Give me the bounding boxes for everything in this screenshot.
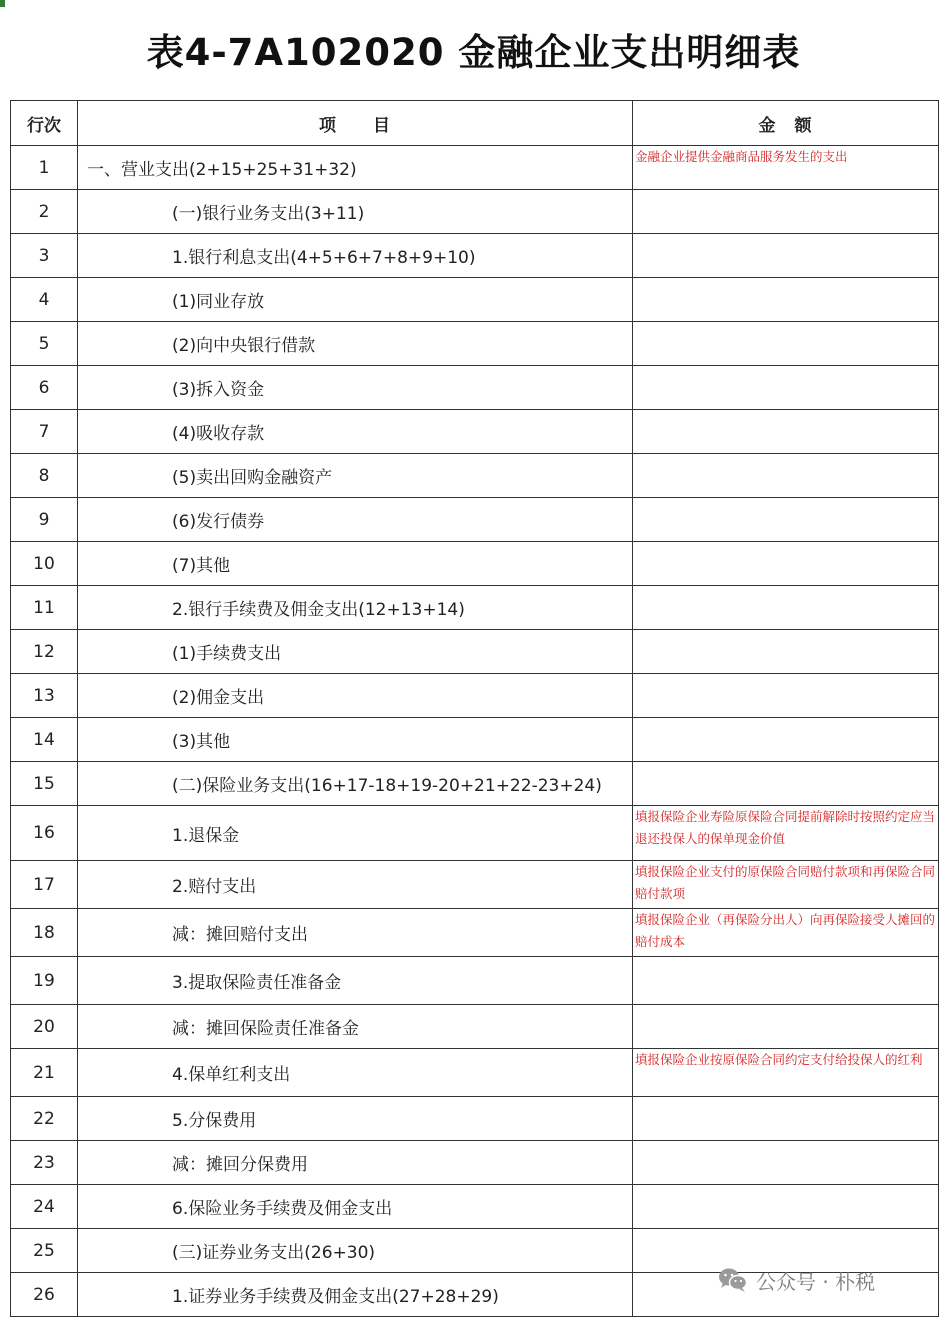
row-item: 1.银行利息支出(4+5+6+7+8+9+10): [78, 234, 633, 278]
row-amount: [633, 762, 939, 806]
row-number: 25: [11, 1229, 78, 1273]
table-row: [11, 1141, 939, 1185]
row-amount: [633, 190, 939, 234]
row-number: 2: [11, 190, 78, 234]
row-number: 14: [11, 718, 78, 762]
row-number: 6: [11, 366, 78, 410]
row-number: 15: [11, 762, 78, 806]
row-item: 5.分保费用: [78, 1097, 633, 1141]
table-row: [11, 454, 939, 498]
table-row: [11, 1005, 939, 1049]
page-title: 表4-7A102020 金融企业支出明细表: [146, 31, 801, 74]
row-amount: 金融企业提供金融商品服务发生的支出: [633, 146, 939, 190]
row-item: (7)其他: [78, 542, 633, 586]
table-row: [11, 674, 939, 718]
row-amount: [633, 542, 939, 586]
row-item: (4)吸收存款: [78, 410, 633, 454]
row-item: (3)拆入资金: [78, 366, 633, 410]
table-row: [11, 1185, 939, 1229]
row-item: 6.保险业务手续费及佣金支出: [78, 1185, 633, 1229]
row-item: 2.银行手续费及佣金支出(12+13+14): [78, 586, 633, 630]
row-number: 9: [11, 498, 78, 542]
corner-mark: [0, 0, 5, 7]
wechat-icon: [718, 1267, 748, 1293]
row-item: 减：摊回分保费用: [78, 1141, 633, 1185]
row-amount: [633, 586, 939, 630]
row-item: (2)佣金支出: [78, 674, 633, 718]
table-row: [11, 861, 939, 909]
row-item: 减：摊回保险责任准备金: [78, 1005, 633, 1049]
table-row: [11, 718, 939, 762]
row-number: 13: [11, 674, 78, 718]
table-row: [11, 322, 939, 366]
row-item: (2)向中央银行借款: [78, 322, 633, 366]
row-amount: [633, 234, 939, 278]
row-amount: [633, 1005, 939, 1049]
row-amount: [633, 322, 939, 366]
table-row: [11, 630, 939, 674]
row-amount: [633, 630, 939, 674]
watermark: [718, 1264, 875, 1296]
row-amount: [633, 957, 939, 1005]
row-number: 12: [11, 630, 78, 674]
table-row: [11, 146, 939, 190]
row-item: 一、营业支出(2+15+25+31+32): [78, 146, 633, 190]
row-number: 18: [11, 909, 78, 957]
row-item: 1.证券业务手续费及佣金支出(27+28+29): [78, 1273, 633, 1317]
table-row: [11, 366, 939, 410]
row-number: 5: [11, 322, 78, 366]
row-amount: [633, 1097, 939, 1141]
table-row: [11, 498, 939, 542]
row-number: 26: [11, 1273, 78, 1317]
row-number: 23: [11, 1141, 78, 1185]
table-row: [11, 762, 939, 806]
row-amount: 填报保险企业寿险原保险合同提前解除时按照约定应当退还投保人的保单现金价值: [633, 806, 939, 861]
table-row: [11, 542, 939, 586]
row-amount: 填报保险企业按原保险合同约定支付给投保人的红利: [633, 1049, 939, 1097]
row-amount: 填报保险企业支付的原保险合同赔付款项和再保险合同赔付款项: [633, 861, 939, 909]
table-row: [11, 234, 939, 278]
table-row: [11, 1097, 939, 1141]
row-amount: [633, 674, 939, 718]
row-amount: [633, 366, 939, 410]
row-amount: [633, 718, 939, 762]
table-row: [11, 190, 939, 234]
row-number: 16: [11, 806, 78, 861]
row-number: 3: [11, 234, 78, 278]
table-header-row: [11, 101, 939, 146]
table-row: [11, 909, 939, 957]
row-number: 10: [11, 542, 78, 586]
row-number: 20: [11, 1005, 78, 1049]
row-number: 4: [11, 278, 78, 322]
row-number: 19: [11, 957, 78, 1005]
header-item: 项 目: [78, 101, 633, 146]
row-item: (6)发行债券: [78, 498, 633, 542]
row-number: 8: [11, 454, 78, 498]
row-number: 17: [11, 861, 78, 909]
table-body: [11, 146, 939, 1317]
row-item: (5)卖出回购金融资产: [78, 454, 633, 498]
table-row: [11, 410, 939, 454]
row-number: 11: [11, 586, 78, 630]
row-number: 7: [11, 410, 78, 454]
row-item: 3.提取保险责任准备金: [78, 957, 633, 1005]
row-item: (三)证券业务支出(26+30): [78, 1229, 633, 1273]
watermark-text: 公众号 · 朴税: [756, 1269, 876, 1294]
row-amount: [633, 454, 939, 498]
row-item: 2.赔付支出: [78, 861, 633, 909]
row-amount: 填报保险企业（再保险分出人）向再保险接受人摊回的赔付成本: [633, 909, 939, 957]
row-number: 21: [11, 1049, 78, 1097]
header-row-number: 行次: [11, 101, 78, 146]
row-number: 24: [11, 1185, 78, 1229]
row-item: (二)保险业务支出(16+17-18+19-20+21+22-23+24): [78, 762, 633, 806]
table-row: [11, 1049, 939, 1097]
row-amount: [633, 278, 939, 322]
row-item: (1)同业存放: [78, 278, 633, 322]
row-item: (1)手续费支出: [78, 630, 633, 674]
expense-detail-table: [10, 100, 939, 1317]
table-row: [11, 278, 939, 322]
row-number: 1: [11, 146, 78, 190]
row-item: 减：摊回赔付支出: [78, 909, 633, 957]
row-amount: [633, 410, 939, 454]
row-amount: [633, 498, 939, 542]
table-row: [11, 586, 939, 630]
header-amount: 金 额: [633, 101, 939, 146]
row-item: 1.退保金: [78, 806, 633, 861]
table-row: [11, 806, 939, 861]
row-item: (一)银行业务支出(3+11): [78, 190, 633, 234]
row-item: (3)其他: [78, 718, 633, 762]
row-amount: [633, 1185, 939, 1229]
row-amount: [633, 1141, 939, 1185]
row-number: 22: [11, 1097, 78, 1141]
table-row: [11, 957, 939, 1005]
row-item: 4.保单红利支出: [78, 1049, 633, 1097]
